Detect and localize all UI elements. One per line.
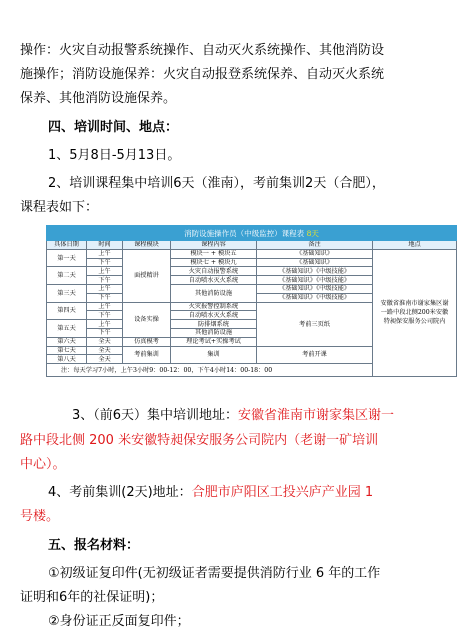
note-cell: 考前开课 <box>257 346 373 364</box>
table-footer-row <box>47 364 457 377</box>
course-schedule-table <box>46 225 457 377</box>
location-cell: 安徽省淮南市谢家集区谢一路中段北侧200米安徽特昶保安服务公司院内 <box>373 249 457 376</box>
requirement-item: ①初级证复印件(无初级证者需要提供消防行业 6 年的工作 <box>48 566 381 581</box>
final-address-text: 号楼。 <box>20 509 60 524</box>
body-text-line: 课程表如下： <box>20 200 99 215</box>
list-item-final-training-address: 4、考前集训(2天)地址：合肥市庐阳区工投兴庐产业园 1 <box>48 485 374 500</box>
time-cell: 下午 <box>87 293 123 302</box>
note-cell: 考前三页纸 <box>257 302 373 346</box>
content-cell: 其他消防设施 <box>171 284 257 302</box>
column-header: 备注 <box>257 241 373 250</box>
time-cell: 上午 <box>87 320 123 329</box>
content-cell: 理论考试+实操考试 <box>171 337 257 346</box>
table-footnote: 注：每天学习7小时，上午3小时9：00-12：00，下午4小时14：00-18：00 <box>47 364 457 377</box>
day-cell: 第六天 <box>47 337 87 346</box>
section-heading-registration: 五、报名材料： <box>48 538 140 553</box>
time-cell: 全天 <box>87 346 123 355</box>
content-cell: 其他消防设施 <box>171 328 257 337</box>
content-cell: 火灾自动报警系统 <box>171 267 257 276</box>
table-row <box>47 249 457 258</box>
requirement-item-cont: 证明和6年的社保证明)； <box>20 590 164 605</box>
column-header: 课程模块 <box>123 241 171 250</box>
table-title: 消防设施操作员（中级监控）课程表 8天 <box>47 226 457 241</box>
day-cell: 第二天 <box>47 267 87 285</box>
list-item-schedule: 2、培训课程集中培训6天（淮南），考前集训2天（合肥）， <box>48 176 385 191</box>
module-cell: 面授精讲 <box>123 249 171 302</box>
content-cell: 模块一 + 模块五 <box>171 249 257 258</box>
time-cell: 上午 <box>87 302 123 311</box>
time-cell: 上午 <box>87 249 123 258</box>
list-item-dates: 1、5月8日-5月13日。 <box>48 148 181 163</box>
column-header: 具体日期 <box>47 241 87 250</box>
table-title-highlight: 8天 <box>306 228 319 238</box>
note-cell: 《基础知识》《中级技能》 <box>257 284 373 293</box>
time-cell: 下午 <box>87 328 123 337</box>
time-cell: 上午 <box>87 267 123 276</box>
time-cell: 下午 <box>87 276 123 285</box>
body-text-line: 施操作；消防设施保养：火灾自动报登系统保养、自动灭火系统 <box>20 67 385 82</box>
list-item-training-address: 3、（前6天）集中培训地址：安徽省淮南市谢家集区谢一 <box>72 408 395 423</box>
module-cell: 考前集训 <box>123 346 171 364</box>
training-address-text: 路中段北侧 200 米安徽特昶保安服务公司院内（老谢一矿培训 <box>20 433 379 448</box>
day-cell: 第一天 <box>47 249 87 267</box>
time-cell: 全天 <box>87 355 123 364</box>
time-cell: 上午 <box>87 284 123 293</box>
content-cell: 火灾报警控制系统 <box>171 302 257 311</box>
column-header: 地点 <box>373 241 457 250</box>
column-header: 时间 <box>87 241 123 250</box>
training-address-text: 中心）。 <box>20 457 66 472</box>
note-cell: 《基础知识》《中级技能》 <box>257 293 373 302</box>
requirement-item: ②身份证正反面复印件； <box>48 614 190 629</box>
body-text-line: 保养、其他消防设施保养。 <box>20 91 177 106</box>
column-header: 课程内容 <box>171 241 257 250</box>
content-cell: 自动喷水灭火系统 <box>171 311 257 320</box>
module-cell: 仿真模考 <box>123 337 171 346</box>
note-cell: 《基础知识》《中级技能》 <box>257 267 373 276</box>
day-cell: 第八天 <box>47 355 87 364</box>
note-cell: 《基础知识》 <box>257 258 373 267</box>
content-cell: 防排烟系统 <box>171 320 257 329</box>
content-cell: 模块七 + 模块九 <box>171 258 257 267</box>
body-text-line: 操作：火灾自动报警系统操作、自动灭火系统操作、其他消防设 <box>20 43 385 58</box>
note-cell: 《基础知识》 <box>257 249 373 258</box>
section-heading-training-time: 四、培训时间、地点： <box>48 120 179 135</box>
time-cell: 下午 <box>87 258 123 267</box>
training-address-text: 安徽省淮南市谢家集区谢一 <box>238 408 395 423</box>
module-cell: 设备实操 <box>123 302 171 337</box>
day-cell: 第三天 <box>47 284 87 302</box>
time-cell: 全天 <box>87 337 123 346</box>
day-cell: 第四天 <box>47 302 87 320</box>
content-cell: 自动喷水灭火系统 <box>171 276 257 285</box>
time-cell: 下午 <box>87 311 123 320</box>
day-cell: 第五天 <box>47 320 87 338</box>
note-cell: 《基础知识》《中级技能》 <box>257 276 373 285</box>
final-address-text: 合肥市庐阳区工投兴庐产业园 1 <box>191 485 374 500</box>
day-cell: 第七天 <box>47 346 87 355</box>
content-cell: 集训 <box>171 346 257 364</box>
